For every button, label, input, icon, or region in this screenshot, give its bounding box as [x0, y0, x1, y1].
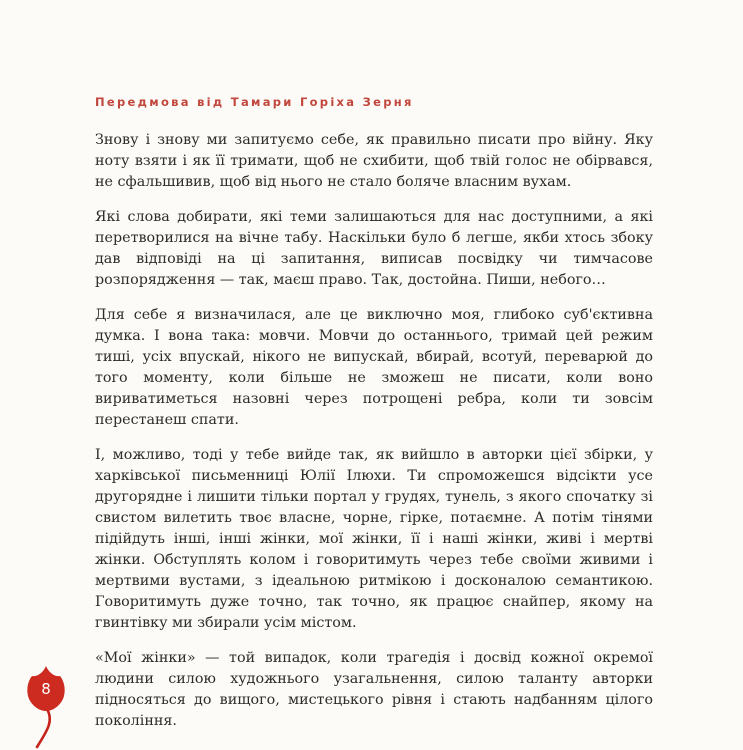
text-block [95, 95, 653, 732]
paragraph: Знову і знову ми запитуємо себе, як правильно писати про війну. Яку ноту взяти і як її тримати, щоб не схибити, щоб твій голос не обірвався, не сфальшивив, щоб від нього не стало боляче власним вухам. [95, 132, 653, 191]
paragraph: Які слова добирати, які теми залишаються для нас доступними, а які перетворилися на вічне табу. Наскільки було б легше, якби хтось збоку дав відповіді на ці запитання, виписав посвідку чи тимчасове розпорядження — так, маєш право. Так, достойна. Пиши, небого… [95, 209, 653, 289]
page-number: 8 [41, 680, 51, 698]
paragraph: «Мої жінки» — той випадок, коли трагедія і досвід кожної окремої людини силою художнього узагальнення, силою таланту авторки підносяться до вищого, мистецького рівня і стають надбанням цілого покоління. [95, 650, 653, 730]
paragraph: Для себе я визначилася, але це виключно моя, глибоко суб'єктивна думка. І вона така: мовчи. Мовчи до останнього, тримай цей режим тиші, усіх впускай, нікого не випускай, вбирай, всотуй, переварюй до того моменту, коли більше не зможеш не писати, коли воно вириватиметься назовні через потрощені ребра, коли ти зовсім перестанеш спати. [95, 307, 653, 429]
paragraph: І, можливо, тоді у тебе вийде так, як вийшло в авторки цієї збірки, у харківської письменниці Юлії Ілюхи. Ти спроможешся відсікти усе другорядне і лишити тільки портал у грудях, тунель, з якого спочатку зі свистом вилетить твоє власне, чорне, гірке, потаємне. А потім тінями підійдуть інші, інші жінки, мої жінки, її і наші жінки, живі і мертві жінки. Обступлять колом і говоритимуть через тебе своїми живими і мертвими вустами, з ідеальною ритмікою і досконалою семантикою. Говоритимуть дуже точно, так точно, як працює снайпер, якому на гвинтівку ми збирали усім містом. [95, 447, 653, 632]
page-number-tulip-icon [23, 663, 69, 749]
preface-heading: Передмова від Тамари Горіха Зерня [95, 95, 414, 109]
